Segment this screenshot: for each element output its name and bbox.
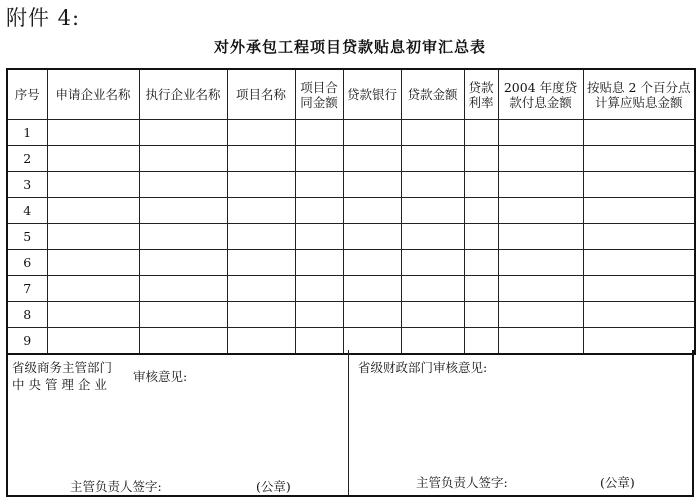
table-cell: [139, 172, 227, 198]
provincial-commerce-opinion-label: 审核意见:: [133, 369, 188, 384]
dept-label-line1: 省级商务主管部门: [12, 360, 113, 375]
header-row: [7, 69, 695, 120]
left-seal-label: (公章): [256, 479, 291, 494]
table-cell: [227, 276, 295, 302]
table-cell: [401, 198, 464, 224]
table-cell: [227, 146, 295, 172]
header-text: 序号: [14, 87, 40, 102]
table-cell: [343, 198, 401, 224]
attachment-label: 附件 4:: [6, 6, 81, 30]
row-number: 8: [7, 302, 47, 328]
header-text: 按贴息 2 个百分点: [587, 79, 691, 95]
table-cell: [401, 224, 464, 250]
table-cell: [464, 146, 498, 172]
table-cell: [498, 146, 583, 172]
left-signature-label: 主管负责人签字:: [70, 479, 162, 494]
table-cell: [227, 302, 295, 328]
table-cell: [139, 198, 227, 224]
table-cell: [227, 224, 295, 250]
row-number: 5: [7, 224, 47, 250]
table-cell: [47, 146, 139, 172]
table-cell: [343, 172, 401, 198]
table-cell: [498, 198, 583, 224]
table-cell: [47, 198, 139, 224]
table-cell: [295, 120, 343, 146]
table-cell: [498, 250, 583, 276]
table-row: [7, 224, 695, 250]
header-text: 贷款金额: [407, 87, 458, 102]
table-cell: [464, 276, 498, 302]
right-signature-label: 主管负责人签字:: [416, 475, 508, 490]
col-header-subsidy: [583, 69, 695, 120]
table-cell: [47, 172, 139, 198]
table-cell: [498, 172, 583, 198]
col-header-rate: [464, 69, 498, 120]
header-text: 贷款银行: [346, 87, 397, 102]
review-divider: [348, 350, 349, 495]
table-cell: [227, 250, 295, 276]
row-number: 4: [7, 198, 47, 224]
right-seal-label: (公章): [600, 475, 635, 490]
table-cell: [227, 172, 295, 198]
table-cell: [295, 146, 343, 172]
table-cell: [464, 120, 498, 146]
header-text: 申请企业名称: [55, 87, 131, 102]
row-number: 3: [7, 172, 47, 198]
table-cell: [401, 146, 464, 172]
table-cell: [47, 276, 139, 302]
table-cell: [583, 302, 695, 328]
table-row: [7, 302, 695, 328]
table-cell: [401, 250, 464, 276]
col-header-bank: [343, 69, 401, 120]
table-cell: [139, 120, 227, 146]
table-cell: [343, 302, 401, 328]
row-number: 9: [7, 328, 47, 355]
table-cell: [401, 276, 464, 302]
table-cell: [583, 250, 695, 276]
table-cell: [498, 224, 583, 250]
table-cell: [47, 250, 139, 276]
table-cell: [295, 172, 343, 198]
header-text: 同金额: [300, 94, 338, 110]
table-cell: [47, 302, 139, 328]
header-text: 项目名称: [235, 87, 286, 102]
table-cell: [295, 250, 343, 276]
table-cell: [498, 276, 583, 302]
table-cell: [343, 276, 401, 302]
table-cell: [47, 120, 139, 146]
table-cell: [139, 146, 227, 172]
header-text: 款付息金额: [509, 94, 572, 110]
document-title: 对外承包工程项目贷款贴息初审汇总表: [213, 38, 486, 56]
table-cell: [583, 146, 695, 172]
dept-label-line2: 中 央 管 理 企 业: [12, 377, 107, 392]
table-row: [7, 276, 695, 302]
provincial-finance-opinion-label: 省级财政部门审核意见:: [358, 360, 488, 375]
table-cell: [401, 120, 464, 146]
table-cell: [343, 224, 401, 250]
table-cell: [295, 276, 343, 302]
table-cell: [343, 250, 401, 276]
col-header-contract-amount: [295, 69, 343, 120]
table-cell: [343, 120, 401, 146]
col-header-loan-amount: [401, 69, 464, 120]
table-cell: [583, 276, 695, 302]
col-header-project: [227, 69, 295, 120]
col-header-applicant: [47, 69, 139, 120]
table-cell: [583, 172, 695, 198]
table-cell: [227, 120, 295, 146]
col-header-executor: [139, 69, 227, 120]
table-cell: [464, 250, 498, 276]
row-number: 2: [7, 146, 47, 172]
table-row: [7, 120, 695, 146]
col-header-seq: [7, 69, 47, 120]
table-cell: [139, 276, 227, 302]
row-number: 7: [7, 276, 47, 302]
table-cell: [498, 302, 583, 328]
table-cell: [464, 302, 498, 328]
review-section: [6, 350, 694, 497]
table-row: [7, 146, 695, 172]
table-cell: [464, 198, 498, 224]
header-text: 项目合: [300, 79, 338, 95]
table-cell: [227, 198, 295, 224]
header-text: 2004 年度贷: [503, 79, 578, 95]
table-cell: [295, 198, 343, 224]
table-cell: [295, 224, 343, 250]
header-text: 利率: [468, 94, 494, 110]
table-cell: [295, 302, 343, 328]
table-cell: [464, 224, 498, 250]
row-number: 1: [7, 120, 47, 146]
table-cell: [139, 302, 227, 328]
header-text: 执行企业名称: [145, 87, 221, 102]
table-cell: [139, 250, 227, 276]
table-row: [7, 172, 695, 198]
header-text: 贷款: [468, 79, 494, 95]
table-cell: [464, 172, 498, 198]
table-cell: [401, 302, 464, 328]
table-row: [7, 198, 695, 224]
header-text: 计算应贴息金额: [594, 94, 683, 110]
table-cell: [498, 120, 583, 146]
table-row: [7, 250, 695, 276]
col-header-interest-paid: [498, 69, 583, 120]
table-cell: [583, 198, 695, 224]
table-cell: [583, 120, 695, 146]
summary-table: [6, 68, 696, 355]
table-cell: [343, 146, 401, 172]
row-number: 6: [7, 250, 47, 276]
table-cell: [139, 224, 227, 250]
table-cell: [47, 224, 139, 250]
table-cell: [583, 224, 695, 250]
table-cell: [401, 172, 464, 198]
